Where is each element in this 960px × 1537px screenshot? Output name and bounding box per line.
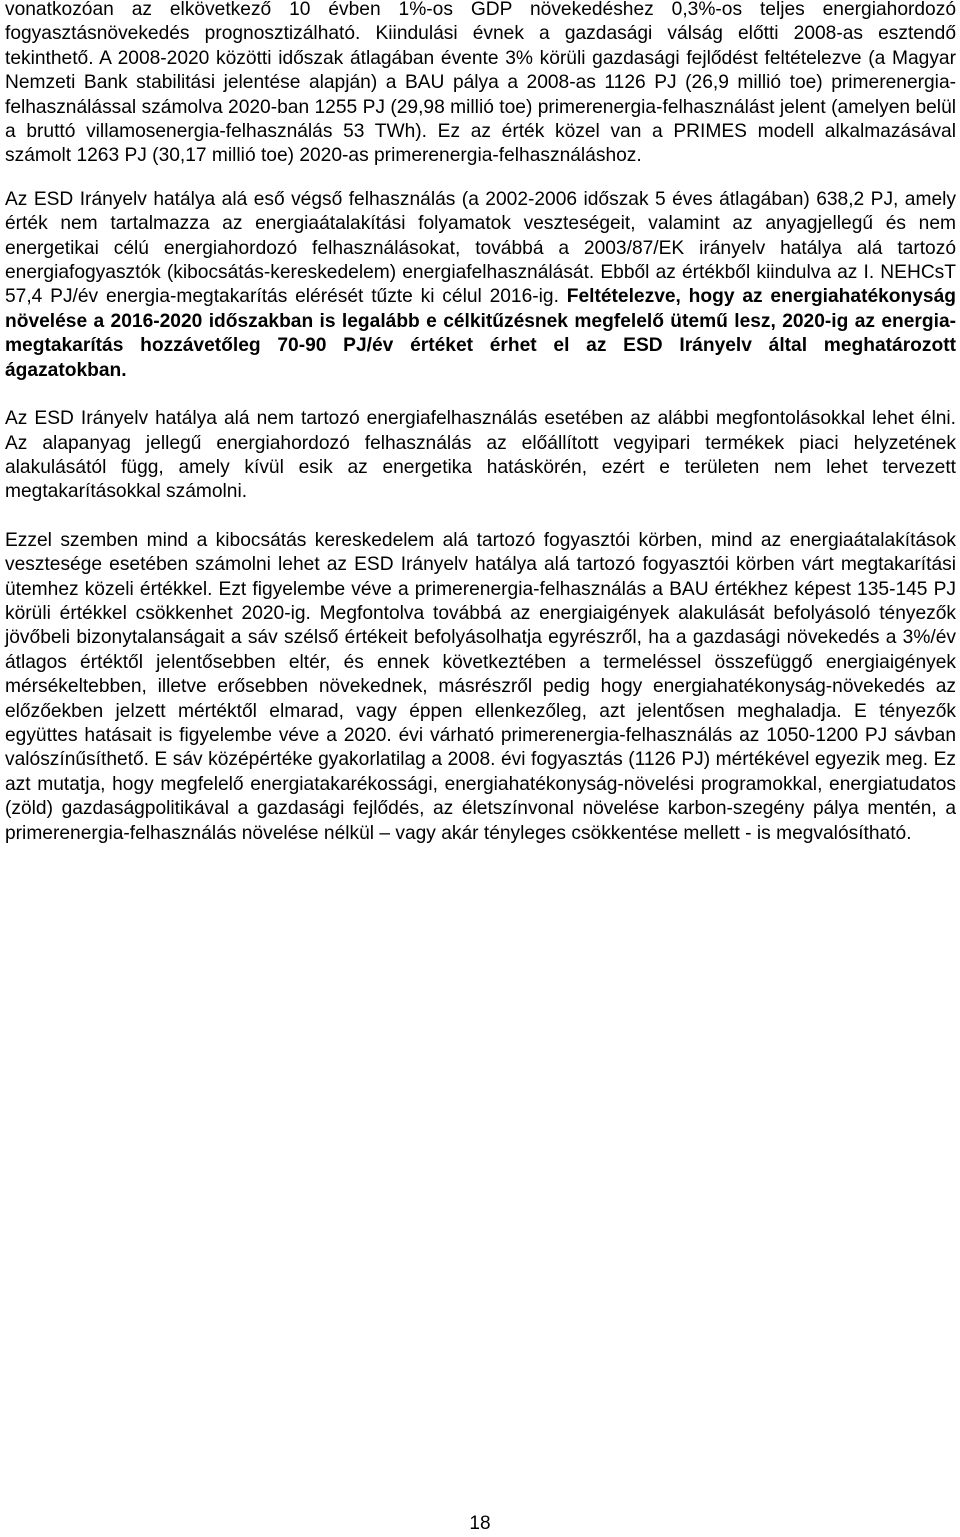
document-page (5, 0, 956, 846)
paragraph-3 (5, 407, 956, 505)
paragraph-3-text: Az ESD Irányelv hatálya alá nem tartozó energiafelhasználás esetében az alábbi megfontolásokkal lehet élni. Az alapanyag jellegű energiahordozó felhasználás az előállított vegyipari termékek piaci helyzetének alakulásától függ, amely kívül esik az energetika hatáskörén, ezért e területen nem lehet tervezett megtakarításokkal számolni. (5, 408, 956, 503)
paragraph-1 (5, 0, 956, 169)
paragraph-1-text: vonatkozóan az elkövetkező 10 évben 1%-os GDP növekedéshez 0,3%-os teljes energiahordozó fogyasztásnövekedés prognosztizálható. Kiindulási évnek a gazdasági válság előtti 2008-as esztendő tekinthető. A 2008-2020 közötti időszak átlagában évente 3% körüli gazdasági fejlődést feltételezve (a Magyar Nemzeti Bank stabilitási jelentése alapján) a BAU pálya a 2008-as 1126 PJ (26,9 millió toe) primerenergia-felhasználással számolva 2020-ban 1255 PJ (29,98 millió toe) primerenergia-felhasználást jelent (amelyen belül a bruttó villamosenergia-felhasználás 53 TWh). Ez az érték közel van a PRIMES modell alkalmazásával számolt 1263 PJ (30,17 millió toe) 2020-as primerenergia-felhasználáshoz. (5, 0, 956, 167)
paragraph-4-text: Ezzel szemben mind a kibocsátás kereskedelem alá tartozó fogyasztói körben, mind az energiaátalakítások vesztesége esetében számolni lehet az ESD Irányelv hatálya alá tartozó fogyasztói körben várt megtakarítási ütemhez közeli értékkel. Ezt figyelembe véve a primerenergia-felhasználás a BAU értékhez képest 135-145 PJ körüli értékkel csökkenhet 2020-ig. Megfontolva továbbá az energiaigények alakulását befolyásoló tényezők jövőbeli bizonytalanságait a sáv szélső értékeit befolyásolhatja egyrészről, ha a gazdasági növekedés a 3%/év átlagos értéktől jelentősebben eltér, és ennek következtében a termeléssel összefüggő energiaigények mérsékeltebben, illetve erősebben növekednek, másrészről pedig hogy energiahatékonyság-növekedés az előzőekben jelzett mértéktől elmarad, vagy éppen ellenkezőleg, azt jelentősen meghaladja. E tényezők együttes hatásait is figyelembe véve a 2020. évi várható primerenergia-felhasználás az 1050-1200 PJ sávban valószínűsíthető. E sáv középértéke gyakorlatilag a 2008. évi fogyasztás (1126 PJ) mértékével egyezik meg. Ez azt mutatja, hogy megfelelő energiatakarékossági, energiahatékonyság-növelési programokkal, energiatudatos (zöld) gazdaságpolitikával a gazdasági fejlődés, az életszínvonal növelése karbon-szegény pálya mentén, a primerenergia-felhasználás növelése nélkül – vagy akár tényleges csökkentése mellett - is megvalósítható. (5, 529, 956, 844)
paragraph-2 (5, 188, 956, 383)
paragraph-2-text: Az ESD Irányelv hatálya alá eső végső felhasználás (a 2002-2006 időszak 5 éves átlagában) 638,2 PJ, amely érték nem tartalmazza az energiaátalakítási folyamatok veszteségeit, valamint az anyagjellegű és nem energetikai célú energiahordozó felhasználásokat, továbbá a 2003/87/EK irányelv hatálya alá tartozó energiafogyasztók (kibocsátás-kereskedelem) energiafelhasználását. Ebből az értékből kiindulva az I. NEHCsT 57,4 PJ/év energia-megtakarítás elérését tűzte ki célul 2016-ig. (5, 188, 956, 308)
paragraph-2-bold-text: Feltételezve, hogy az energiahatékonyság növelése a 2016-2020 időszakban is legalább e célkitűzésnek megfelelő ütemű lesz, 2020-ig az energia-megtakarítás hozzávetőleg 70-90 PJ/év értéket érhet el az ESD Irányelv által meghatározott ágazatokban. (5, 286, 956, 381)
paragraph-4 (5, 529, 956, 846)
page-number: 18 (469, 1513, 491, 1534)
